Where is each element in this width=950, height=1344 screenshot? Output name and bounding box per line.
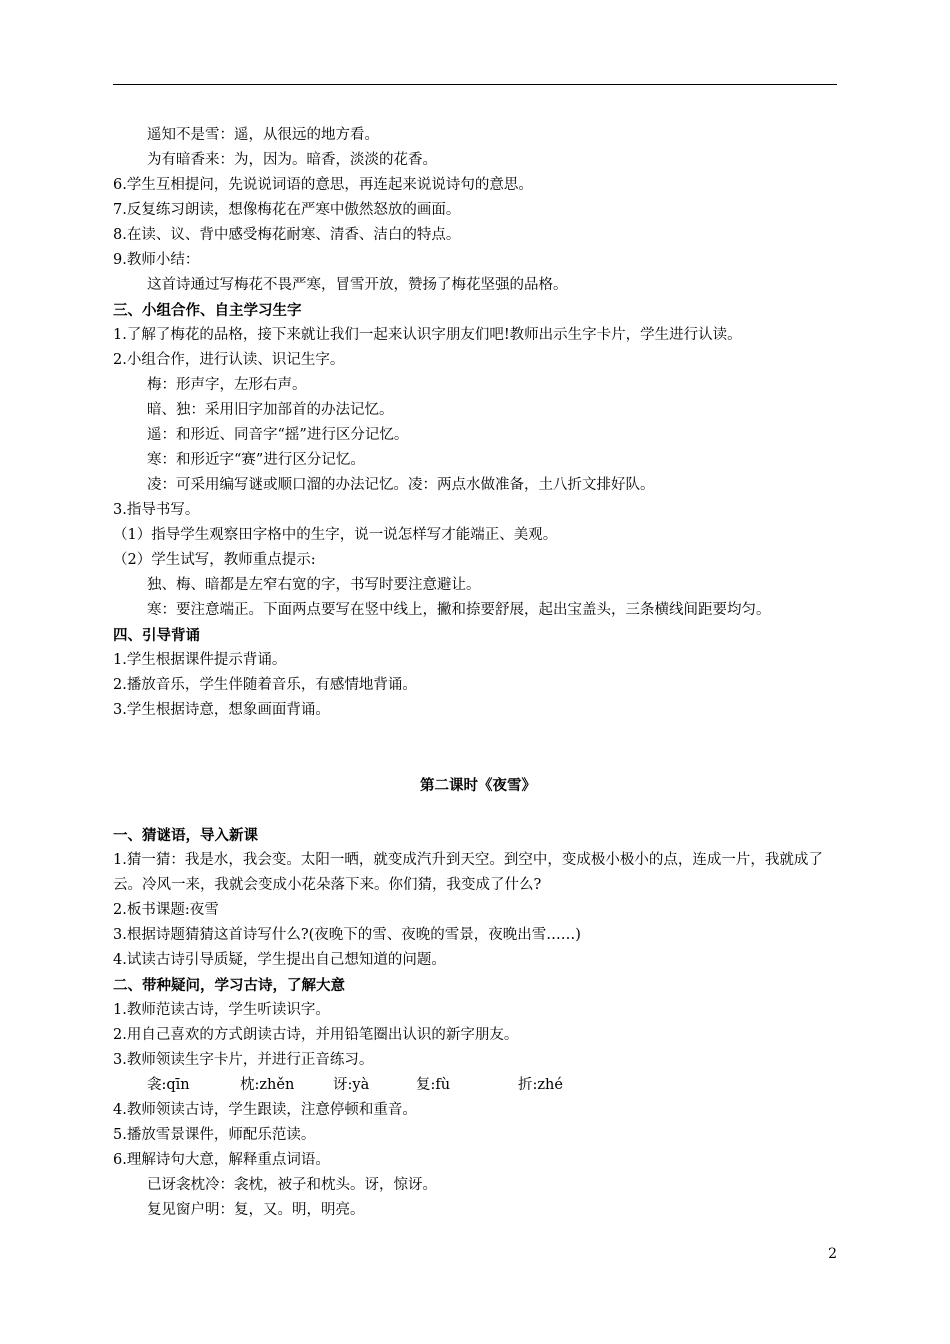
text-line: 3.根据诗题猜猜这首诗写什么?(夜晚下的雪、夜晚的雪景，夜晚出雪……) <box>113 927 581 943</box>
text-line: 2.小组合作，进行认读、识记生字。 <box>113 352 345 368</box>
text-line: 已讶衾枕冷：衾枕，被子和枕头。讶，惊讶。 <box>147 1177 437 1193</box>
pinyin-item: 折:zhé <box>518 1077 563 1093</box>
text-line: 5.播放雪景课件，师配乐范读。 <box>113 1127 316 1143</box>
section-heading: 三、小组合作、自主学习生字 <box>113 302 302 319</box>
header-rule <box>113 84 837 85</box>
text-line: 寒：要注意端正。下面两点要写在竖中线上，撇和捺要舒展，起出宝盖头，三条横线间距要均匀。 <box>147 602 771 618</box>
pinyin-item: 讶:yà <box>333 1077 370 1093</box>
section-spacer <box>113 798 843 823</box>
text-line: 1.教师范读古诗，学生听读识字。 <box>113 1002 330 1018</box>
text-line: （1）指导学生观察田字格中的生字，说一说怎样写才能端正、美观。 <box>113 527 558 543</box>
text-line: 4.教师领读古诗，学生跟读，注意停顿和重音。 <box>113 1102 417 1118</box>
heading-riddle: 一、猜谜语，导入新课 <box>113 827 258 844</box>
pinyin-row <box>113 1073 843 1098</box>
text-line: 遥：和形近、同音字“摇”进行区分记忆。 <box>147 427 409 443</box>
pinyin-item: 枕:zhěn <box>240 1077 295 1093</box>
text-line: 2.板书课题:夜雪 <box>113 902 219 918</box>
pinyin-item: 衾:qīn <box>147 1077 190 1093</box>
text-line: （2）学生试写，教师重点提示: <box>113 552 316 568</box>
text-line: 3.指导书写。 <box>113 502 200 518</box>
text-line: 寒：和形近字“赛”进行区分记忆。 <box>147 452 365 468</box>
text-line: 6.理解诗句大意，解释重点词语。 <box>113 1152 330 1168</box>
text-line: 3.教师领读生字卡片，并进行正音练习。 <box>113 1052 374 1068</box>
page-number: 2 <box>828 1246 837 1262</box>
text-line: 2.用自己喜欢的方式朗读古诗，并用铅笔圈出认识的新字朋友。 <box>113 1027 519 1043</box>
text-line: 8.在读、议、背中感受梅花耐寒、清香、洁白的特点。 <box>113 227 461 243</box>
text-line: 2.播放音乐，学生伴随着音乐，有感情地背诵。 <box>113 677 417 693</box>
riddle-paragraph: 1.猜一猜：我是水，我会变。太阳一晒，就变成汽升到天空。到空中，变成极小极小的点，连成一片，我就成了云。冷风一来，我就会变成小花朵落下来。你们猜，我变成了什么? <box>113 852 823 893</box>
text-line: 4.试读古诗引导质疑，学生提出自己想知道的问题。 <box>113 952 446 968</box>
text-line: 梅：形声字，左形右声。 <box>147 377 307 393</box>
section-spacer <box>113 723 843 773</box>
text-line: 凌：可采用编写谜或顺口溜的办法记忆。凌：两点水做准备，土八折文排好队。 <box>147 477 655 493</box>
section-heading: 二、带种疑问，学习古诗，了解大意 <box>113 977 345 994</box>
text-line: 7.反复练习朗读，想像梅花在严寒中傲然怒放的画面。 <box>113 202 461 218</box>
lesson-two-steps <box>113 898 843 1073</box>
document-body <box>113 123 843 1223</box>
section-title: 第二课时《夜雪》 <box>420 777 536 794</box>
text-line: 遥知不是雪：遥，从很远的地方看。 <box>147 127 379 143</box>
text-line: 1.了解了梅花的品格，接下来就让我们一起来认识字朋友们吧!教师出示生字卡片，学生进行认读。 <box>113 327 742 343</box>
lesson-one-continued <box>113 123 843 723</box>
pinyin-item: 复:fù <box>416 1077 451 1093</box>
section-heading: 四、引导背诵 <box>113 627 200 644</box>
text-line: 为有暗香来：为，因为。暗香，淡淡的花香。 <box>147 152 437 168</box>
text-line: 9.教师小结： <box>113 252 200 268</box>
text-line: 1.学生根据课件提示背诵。 <box>113 652 287 668</box>
text-line: 3.学生根据诗意，想象画面背诵。 <box>113 702 330 718</box>
text-line: 暗、独：采用旧字加部首的办法记忆。 <box>147 402 394 418</box>
text-line: 6.学生互相提问，先说说词语的意思，再连起来说说诗句的意思。 <box>113 177 533 193</box>
text-line: 复见窗户明：复，又。明，明亮。 <box>147 1202 365 1218</box>
text-line: 这首诗通过写梅花不畏严寒，冒雪开放，赞扬了梅花坚强的品格。 <box>147 277 568 293</box>
lesson-two-understanding <box>113 1098 843 1223</box>
text-line: 独、梅、暗都是左窄右宽的字，书写时要注意避让。 <box>147 577 481 593</box>
